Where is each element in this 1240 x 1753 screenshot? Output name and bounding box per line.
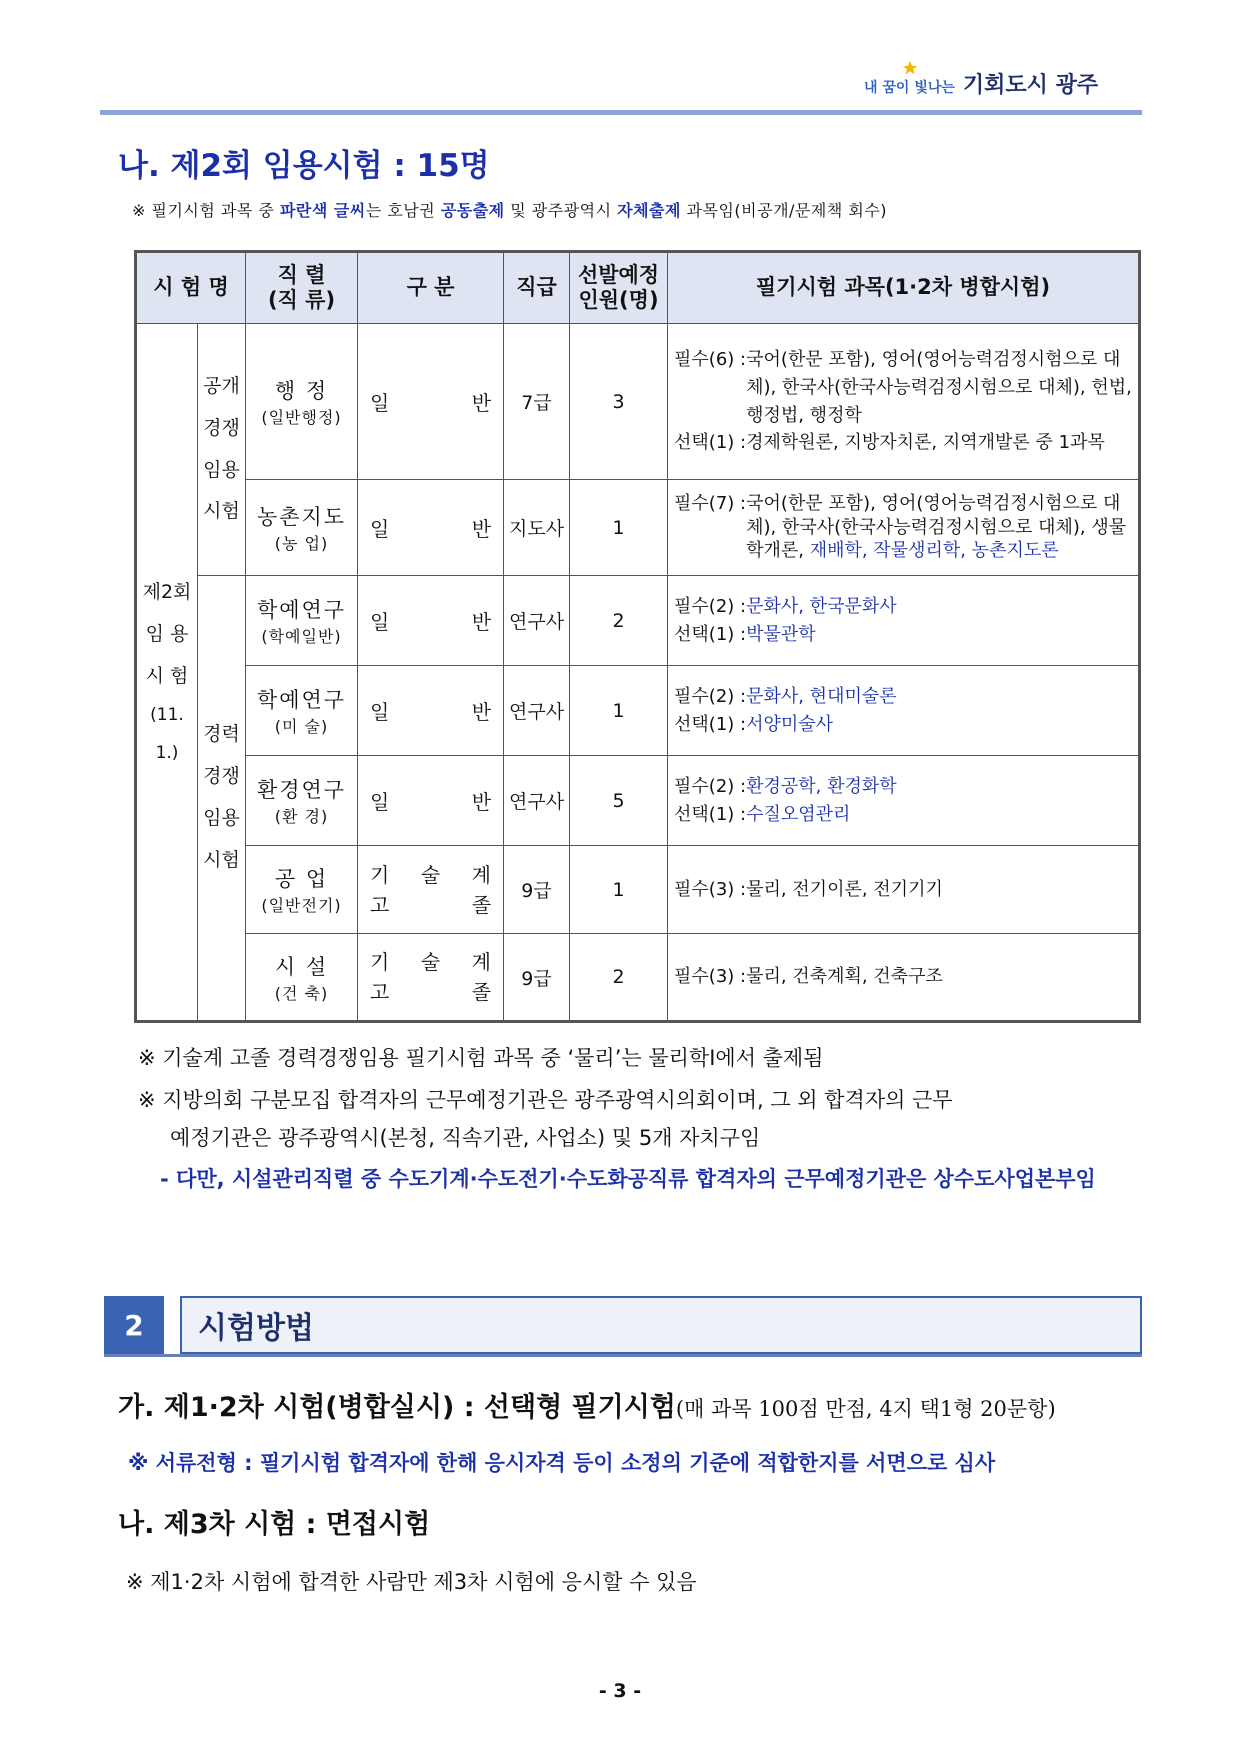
category-a: 일 [370,391,390,415]
note-workplace-l1: ※ 지방의회 구분모집 합격자의 근무예정기관은 광주광역시의회이며, 그 외 합격자의 근무 [138,1087,953,1112]
subjects-cell [668,480,1140,576]
exam-name-line: 시 험 [145,664,189,687]
position-sub: (일반전기) [261,896,342,915]
method-ga [118,1385,1056,1424]
position-main: 농촌지도 [256,505,347,529]
required-subjects: 물리, 전기이론, 전기기기 [746,878,943,900]
position-main: 학예연구 [256,688,347,712]
exam-name-line: (11. 1.) [150,705,184,763]
method-ga-detail: (매 과목 100점 만점, 4지 택1형 20문항) [675,1397,1056,1421]
note-water-supply: - 다만, 시설관리직렬 중 수도기계·수도전기·수도화공직류 합격자의 근무예정기관은 상수도사업본부임 [160,1167,1096,1192]
category-b: 반 [471,517,492,541]
position-sub: (건 축) [274,983,329,1003]
optional-label: 선택(1) : [674,713,747,735]
position-cell [246,576,358,666]
grade-cell: 연구사 [504,666,570,756]
table-notes [138,1040,1138,1203]
category-char: 계 [471,950,491,974]
note-workplace-l2: 예정기관은 광주광역시(본청, 직속기관, 사업소) 및 5개 자치구임 [170,1125,761,1150]
optional-subjects-blue: 수질오염관리 [746,803,851,825]
group-line: 임용 [203,458,240,481]
top-note-text: 는 호남권 [365,201,441,220]
method-ga-title: 가. 제1·2차 시험(병합실시) : 선택형 필기시험 [118,1392,676,1423]
header-series-main: 직 렬 [277,262,326,287]
category-char: 고 [370,980,390,1004]
group-line: 경쟁 [203,765,240,788]
header-count-l1: 선발예정 [577,262,660,287]
header-count-l2: 인원(명) [578,288,659,312]
top-note-blue: 자체출제 [617,201,681,220]
position-cell [246,324,358,480]
category-b: 반 [471,391,492,415]
required-label: 필수(2) : [674,775,747,797]
required-subjects: 국어(한문 포함), 영어(영어능력검정시험으로 대체), 한국사(한국사능력검정시험으로 대체), 헌법, 행정법, 행정학 [746,348,1132,426]
required-subjects-blue: 재배학, 작물생리학, 농촌지도론 [809,540,1059,562]
category-char: 졸 [471,892,492,917]
required-subjects-blue: 환경공학, 환경화학 [746,775,897,797]
category-b: 반 [471,790,492,814]
logo-city: 기회도시 광주 [962,73,1099,98]
required-label: 필수(6) : [674,348,747,370]
top-note-text: ※ 필기시험 과목 중 [132,201,280,220]
document-screening-note: ※ 서류전형 : 필기시험 합격자에 한해 응시자격 등이 소정의 기준에 적합한지를 서면으로 심사 [128,1451,996,1475]
header-series-sub: (직 류) [267,288,336,312]
page-title: 나. 제2회 임용시험 : 15명 [118,148,490,184]
category-a: 일 [370,610,390,634]
top-note-blue: 공동출제 [440,201,505,220]
position-sub: (학예일반) [261,627,342,646]
category-a: 일 [370,517,390,541]
subjects-cell [668,324,1140,480]
required-label: 필수(2) : [674,685,747,707]
top-note-text: 및 광주광역시 [504,201,618,220]
table-row [136,576,1140,666]
grade-cell: 9급 [504,846,570,934]
count-cell: 1 [570,846,668,934]
header-grade: 직급 [504,252,570,324]
position-main: 행 정 [274,379,329,403]
required-subjects-wrap [746,492,1132,562]
category-char: 고 [370,892,390,917]
required-label: 필수(2) : [674,595,747,617]
grade-cell: 7급 [504,324,570,480]
header-series [246,252,358,324]
position-sub: (일반행정) [261,408,342,427]
category-cell [358,934,504,1022]
table-row [136,480,1140,576]
required-subjects-blue: 문화사, 한국문화사 [746,595,897,617]
position-cell [246,756,358,846]
category-char: 술 [420,862,441,887]
subjects-cell [668,576,1140,666]
table-row [136,934,1140,1022]
top-note [132,198,887,221]
position-sub: (미 술) [274,717,329,736]
section-title: 시험방법 [180,1296,1142,1354]
required-label: 필수(3) : [674,966,747,988]
category-char: 술 [420,950,441,974]
position-cell [246,846,358,934]
category-char: 졸 [471,980,492,1004]
group-line: 시험 [203,500,240,523]
required-subjects-blue: 문화사, 현대미술론 [746,685,897,707]
position-sub: (환 경) [274,807,329,826]
top-note-text: 과목임(비공개/문제책 회수) [680,201,888,220]
optional-subjects-blue: 박물관학 [746,623,816,645]
category-b: 반 [471,610,492,634]
section-heading [104,1296,1142,1354]
category-cell [358,576,504,666]
section-number: 2 [104,1296,164,1354]
group-career-cell [198,576,246,1022]
method-na-note: ※ 제1·2차 시험에 합격한 사람만 제3차 시험에 응시할 수 있음 [126,1570,697,1594]
grade-cell: 연구사 [504,756,570,846]
required-label: 필수(7) : [674,493,747,515]
header-count [570,252,668,324]
star-icon [902,60,918,76]
header-category: 구 분 [358,252,504,324]
top-note-blue: 파란색 글씨 [279,201,366,220]
grade-cell: 지도사 [504,480,570,576]
optional-label: 선택(1) : [674,623,747,645]
position-main: 환경연구 [256,778,347,802]
table-row [136,846,1140,934]
category-a: 일 [370,700,390,724]
city-logo [864,68,1144,104]
position-main: 학예연구 [256,598,347,622]
position-cell [246,934,358,1022]
category-b: 반 [471,700,492,724]
count-cell: 2 [570,934,668,1022]
position-sub: (농 업) [274,534,329,553]
exam-name-line: 임 용 [145,622,189,645]
count-cell: 5 [570,756,668,846]
subjects-cell [668,846,1140,934]
category-char: 기 [370,950,390,974]
section-underline [104,1354,1142,1357]
count-cell: 1 [570,480,668,576]
position-cell [246,480,358,576]
category-cell [358,324,504,480]
header-subjects: 필기시험 과목(1·2차 병합시험) [668,252,1140,324]
position-main: 공 업 [274,867,329,891]
exam-name-line: 제2회 [142,580,192,603]
category-char: 계 [471,862,491,887]
category-cell [358,756,504,846]
optional-label: 선택(1) : [674,803,747,825]
group-line: 공개 [203,374,240,397]
category-cell [358,666,504,756]
table-header-row [136,252,1140,324]
count-cell: 3 [570,324,668,480]
category-char: 기 [370,862,390,887]
optional-subjects-blue: 서양미술사 [746,713,834,735]
count-cell: 1 [570,666,668,756]
grade-cell: 9급 [504,934,570,1022]
required-subjects: 국어(한문 포함), 영어(영어능력검정시험으로 대체), 한국사(한국사능력검정시험으로 대체), 생물학개론, [746,493,1127,562]
logo-slogan: 내 꿈이 빛나는 [864,80,955,96]
exam-name-cell [136,324,198,1022]
optional-label: 선택(1) : [674,432,747,454]
header-rule [100,110,1142,115]
subjects-cell [668,666,1140,756]
group-line: 경쟁 [203,416,240,439]
table-row [136,666,1140,756]
subjects-cell [668,756,1140,846]
required-label: 필수(3) : [674,878,747,900]
group-line: 경력 [203,723,240,746]
group-line: 임용 [203,807,240,829]
note-physics: ※ 기술계 고졸 경력경쟁임용 필기시험 과목 중 ‘물리’는 물리학Ⅰ에서 출제됨 [138,1046,824,1070]
position-main: 시 설 [274,954,329,979]
category-cell [358,480,504,576]
method-na-title: 나. 제3차 시험 : 면접시험 [118,1509,431,1540]
category-cell [358,846,504,934]
position-cell [246,666,358,756]
page-number: - 3 - [598,1680,642,1702]
optional-subjects: 경제학원론, 지방자치론, 지역개발론 중 1과목 [746,432,1105,454]
subjects-cell [668,934,1140,1022]
category-a: 일 [370,790,390,814]
table-row [136,756,1140,846]
grade-cell: 연구사 [504,576,570,666]
count-cell: 2 [570,576,668,666]
required-subjects: 물리, 건축계획, 건축구조 [746,966,943,988]
table-row [136,324,1140,480]
header-exam: 시 험 명 [136,252,246,324]
exam-table [134,250,1141,1023]
group-line: 시험 [203,848,240,871]
group-open-cell [198,324,246,576]
note-workplace [138,1082,1138,1158]
